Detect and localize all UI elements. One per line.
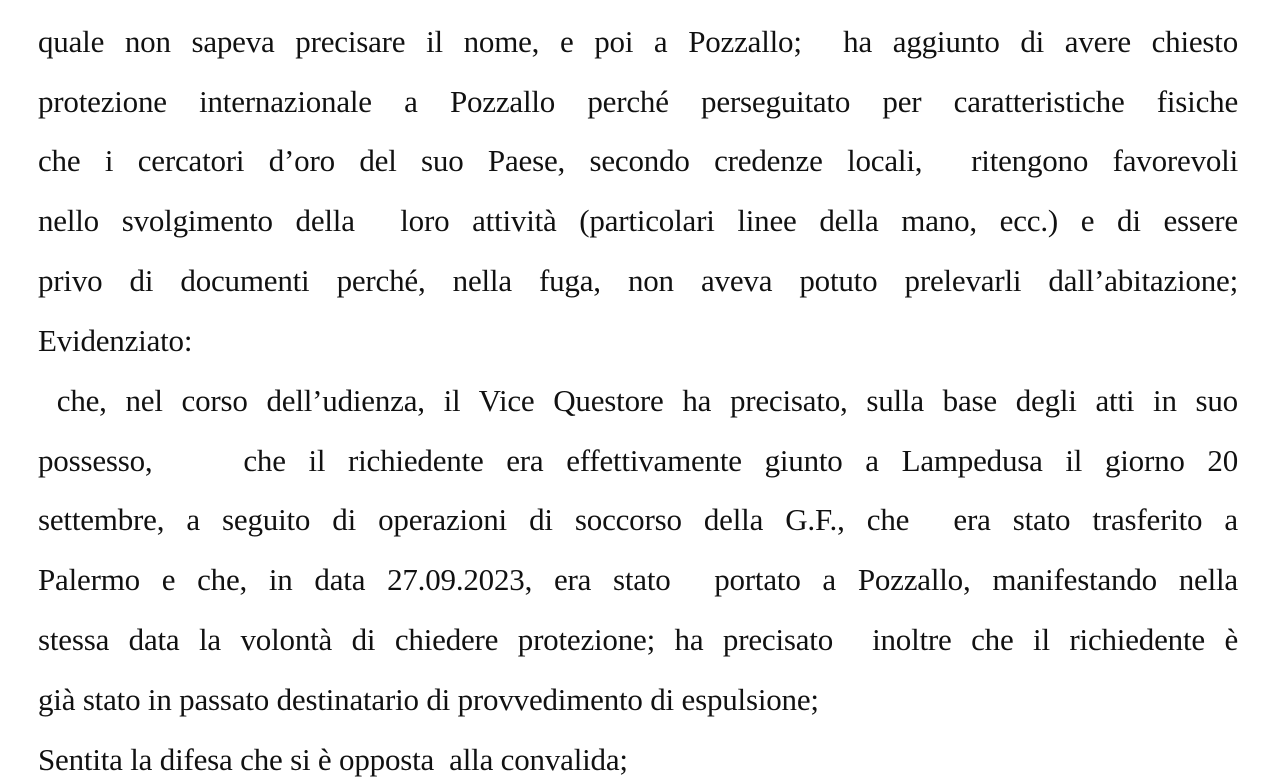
text-line-1: quale non sapeva precisare il nome, e poi a Pozzallo; ha aggiunto di avere chiesto: [38, 24, 1238, 59]
text-line-7: che, nel corso dell’udienza, il Vice Questore ha precisato, sulla base degli atti in suo: [38, 383, 1238, 418]
text-line-12: già stato in passato destinatario di provvedimento di espulsione;: [38, 682, 819, 717]
text-line-2: protezione internazionale a Pozzallo perché perseguitato per caratteristiche fisiche: [38, 84, 1238, 119]
text-line-5: privo di documenti perché, nella fuga, non aveva potuto prelevarli dall’abitazione;: [38, 263, 1238, 298]
text-line-3: che i cercatori d’oro del suo Paese, secondo credenze locali, ritengono favorevoli: [38, 143, 1238, 178]
text-line-11: stessa data la volontà di chiedere protezione; ha precisato inoltre che il richiedente è: [38, 622, 1238, 657]
text-line-9: settembre, a seguito di operazioni di soccorso della G.F., che era stato trasferito a: [38, 502, 1238, 537]
text-line-13: Sentita la difesa che si è opposta alla convalida;: [38, 742, 628, 777]
text-line-4: nello svolgimento della loro attività (particolari linee della mano, ecc.) e di essere: [38, 203, 1238, 238]
text-line-8: possesso, che il richiedente era effettivamente giunto a Lampedusa il giorno 20: [38, 443, 1238, 478]
section-heading-evidenziato: Evidenziato:: [38, 323, 193, 358]
text-line-10: Palermo e che, in data 27.09.2023, era stato portato a Pozzallo, manifestando nella: [38, 562, 1238, 597]
